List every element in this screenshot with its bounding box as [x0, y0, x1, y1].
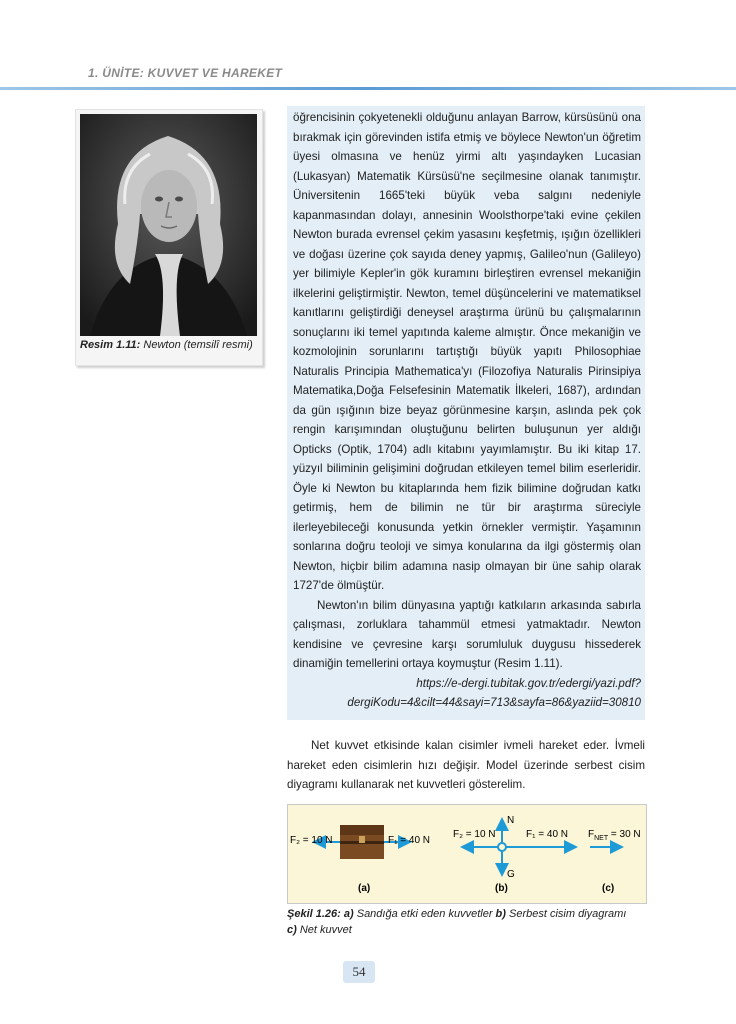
force-f1-label-b: F₁ = 40 N — [526, 829, 569, 840]
panel-a — [290, 825, 430, 894]
body-paragraph: Net kuvvet etkisinde kalan cisimler ivmeli hareket eder. İvmeli hareket eden cisimlerin hızı değişir. Model üzerinde serbest cisim diyagramı kullanarak net kuvvetleri gösterelim. — [287, 739, 645, 791]
normal-force-label: N — [507, 815, 515, 826]
chest-lock — [359, 836, 365, 843]
caption-label: Resim 1.11: — [80, 339, 141, 351]
net-force-sub: NET — [594, 835, 609, 842]
figure-caption-label: Şekil 1.26: — [287, 908, 341, 920]
page-number: 54 — [343, 961, 375, 983]
caption-b-text: Serbest cisim diyagramı — [505, 908, 627, 920]
net-force-value: = 30 N — [608, 829, 641, 840]
panel-a-label: (a) — [358, 883, 371, 894]
portrait-figure — [75, 109, 263, 366]
panel-b-label: (b) — [495, 883, 508, 894]
net-force-symbol: F — [588, 829, 595, 840]
chest-lid — [340, 825, 384, 835]
figure-caption — [287, 906, 647, 938]
reading-paragraph-2: Newton'ın bilim dünyasına yaptığı katkıların arkasında sabırla çalışması, zorluklara tahammül etmesi yatmaktadır. Newton kendisine ve çevresine karşı sorumluluk duygusu hissederek dinamiğin temellerini ortaya koymuştur (Resim 1.11). — [293, 598, 641, 670]
caption-a-letter: a) — [343, 908, 354, 920]
reading-text — [293, 108, 641, 713]
force-f2-label-a: F₂ = 10 N — [290, 835, 333, 846]
source-link[interactable]: https://e-dergi.tubitak.gov.tr/edergi/yazi.pdf?dergiKodu=4&cilt=44&sayi=713&sayfa=86&yaziid=30810 — [347, 676, 641, 709]
unit-title: 1. ÜNİTE: KUVVET VE HAREKET — [88, 66, 283, 80]
panel-c-label: (c) — [602, 883, 615, 894]
caption-a-text: Sandığa etki eden kuvvetler — [353, 908, 496, 920]
portrait-caption — [80, 339, 260, 351]
gravity-force-label: G — [507, 869, 515, 880]
caption-c-letter: c) — [287, 924, 297, 936]
caption-c-text: Net kuvvet — [296, 924, 352, 936]
force-figure — [287, 804, 647, 904]
newton-portrait-image — [80, 114, 257, 336]
reading-paragraph-1: öğrencisinin çokyetenekli olduğunu anlayan Barrow, kürsüsünü ona bırakmak için görevinden istifa etmiş ve böylece Newton'un öğretim üyesi olmasına ve henüz yirmi altı yaşındayken Lucasian (Lukasyan) Matematik Kürsüsü'ne seçilmesine olanak tanımıştır. Üniversitenin 1665'teki büyük veba salgını nedeniyle kapanmasından dolayı, annesinin Woolsthorpe'taki evine çekilen Newton burada evrensel çekim yasasını keşfetmiş, ışığın özellikleri ve doğası üzerine çok sayıda deney yapmış, Galileo'nun (Galileyo) yer bilimiyle Kepler'in gök kuramını birleştiren evrensel mekaniğin ilkelerini geliştirmiştir. Newton, temel düşüncelerini ve matematiksel kanıtlarını geliştirdiği deneysel araştırma ürünü bu çalışmalarının sonuçlarını iki temel yapıtında kaleme almıştır. Önce mekaniğin ve kozmolojinin sorunlarını tartıştığı büyük yapıtı Philosophiae Naturalis Principia Mathematica'yı (Filozofiya Naturalis Pirinsipiya Matematika,Doğa Felsefesinin Matematik İlkeleri, 1687), ardından da gün ışığının bize beyaz görünmesine karşın, aslında pek çok rengin karışımından oluştuğunu belirten buluşunun yer aldığı Opticks (Optik, 1704) adlı kitabını yayımlamıştır. Bu iki kitap 17. yüzyıl biliminin gelişimini doğrudan etkileyen temel bilim eserleridir. Öyle ki Newton bu kitaplarında hem fizik bilimine doğrudan katkı getirmiş, hem de bilimin ne tür bir araştırma süreciyle ilerleyebileceği konusunda yetkin örnekler vermiştir. Yaşamının sonlarına doğru teoloji ve simya konularına da ilgi göstermiş olan Newton, hiçbir bilim adamına nasip olmayan bir üne sahip olarak 1727'de ölmüştür. — [293, 111, 641, 592]
caption-text: Newton (temsilî resmi) — [140, 339, 253, 351]
net-force-label — [588, 829, 641, 842]
panel-c — [588, 829, 641, 894]
force-f2-label-b: F₂ = 10 N — [453, 829, 496, 840]
body-point — [498, 843, 506, 851]
header-divider — [0, 87, 736, 90]
caption-b-letter: b) — [495, 908, 506, 920]
panel-b — [453, 815, 576, 894]
force-f1-label-a: F₁ = 40 N — [388, 835, 431, 846]
